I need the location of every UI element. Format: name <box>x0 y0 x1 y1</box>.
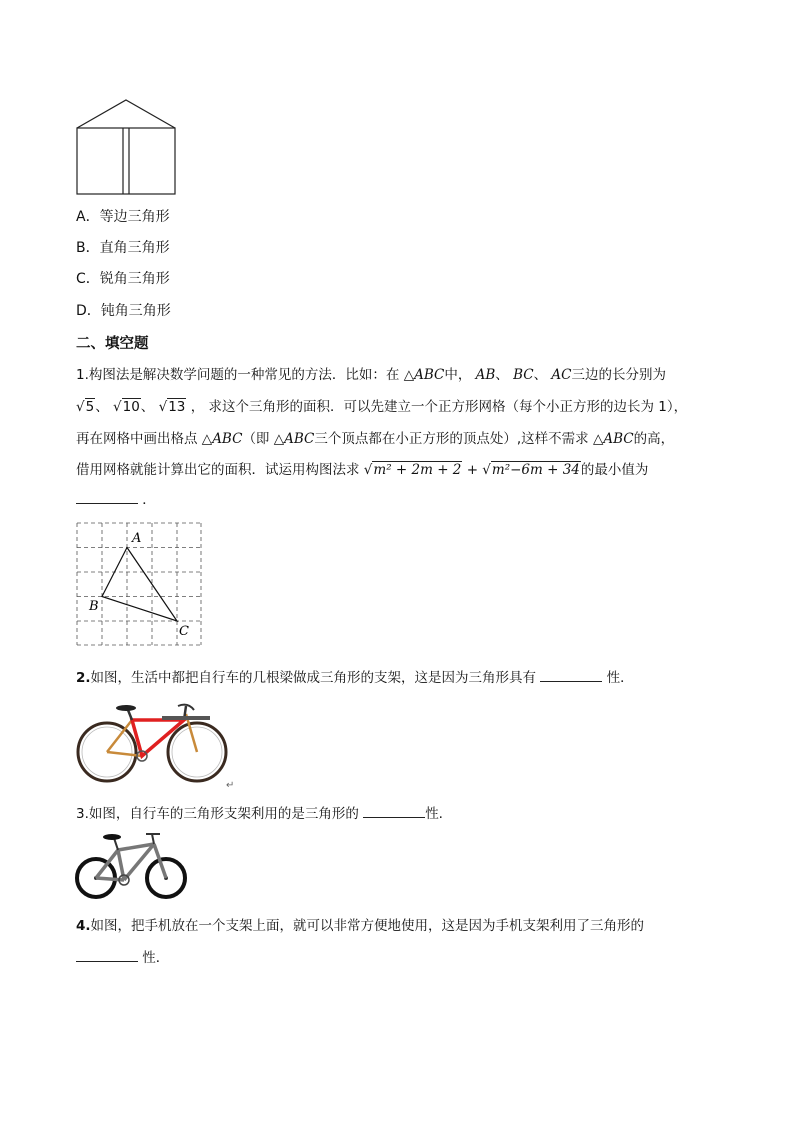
q1-line2 <box>76 395 687 415</box>
book-figure <box>74 98 180 198</box>
q2-line <box>76 666 634 686</box>
label-a: A <box>132 531 142 546</box>
q1-text4b: 的最小值为 <box>580 462 649 478</box>
bicycle-image-red <box>74 692 234 792</box>
answer-blank-q1[interactable] <box>76 491 138 504</box>
sqrt-expr1: √m² + 2m + 2 <box>363 462 462 478</box>
option-d: D．钝角三角形 <box>76 303 171 319</box>
q1-line1 <box>76 363 666 383</box>
q3-line <box>76 802 443 822</box>
triangle-abc <box>102 548 177 622</box>
tri-symbol: △ <box>592 431 604 447</box>
sqrt-13: √13 <box>158 399 186 415</box>
q1-number: 1. <box>76 367 89 383</box>
answer-blank-q4[interactable] <box>76 949 138 962</box>
grid-figure <box>76 522 206 648</box>
sqrt-10: √10 <box>113 399 140 415</box>
q3-number: 3. <box>76 806 89 822</box>
q1-text3c: 三个顶点都在小正方形的顶点处）,这样不需求 <box>314 431 589 447</box>
math-abc: ABC <box>603 431 634 447</box>
q1-text3b: （即 <box>242 431 270 447</box>
plus-sign: + <box>466 462 478 478</box>
q1-zhong: 中， <box>444 367 472 383</box>
option-b: B．直角三角形 <box>76 240 170 256</box>
q4-tail: 性． <box>142 950 170 966</box>
label-b: B <box>89 599 99 614</box>
math-ac: AC <box>551 367 572 383</box>
return-mark: ↵ <box>226 780 234 791</box>
q4-number: 4. <box>76 918 91 934</box>
sep: 、 <box>533 367 548 383</box>
section-title: 二、填空题 <box>76 336 149 352</box>
q2-tail: 性． <box>606 670 634 686</box>
tri-symbol: △ <box>273 431 285 447</box>
q4-line1 <box>76 914 644 934</box>
q4-line2 <box>76 946 169 966</box>
answer-blank-q3[interactable] <box>363 805 425 818</box>
tri-symbol: △ <box>201 431 213 447</box>
option-c: C．锐角三角形 <box>76 271 170 287</box>
q3-tail: 性. <box>425 806 443 822</box>
sep: 、 <box>95 399 109 415</box>
sep: 、 <box>140 399 155 415</box>
q1-text1: 构图法是解决数学问题的一种常见的方法．比如：在 <box>88 367 400 383</box>
q2-number: 2. <box>76 670 91 686</box>
q4-text: 如图，把手机放在一个支架上面，就可以非常方便地使用，这是因为手机支架利用了三角形的 <box>90 918 645 934</box>
q1-text4a: 借用网格就能计算出它的面积．试运用构图法求 <box>76 462 360 478</box>
math-ab: AB <box>475 367 496 383</box>
q1-line3 <box>76 427 674 447</box>
tri-symbol: △ <box>403 367 415 383</box>
label-c: C <box>179 624 189 639</box>
q2-text: 如图，生活中都把自行车的几根梁做成三角形的支架，这是因为三角形具有 <box>90 670 537 686</box>
sqrt-expr2: √m²−6m + 34 <box>482 462 580 478</box>
sep: 、 <box>495 367 509 383</box>
q1-text3a: 再在网格中画出格点 <box>76 431 198 447</box>
option-a: A．等边三角形 <box>76 209 170 225</box>
q1-text2: ， 求这个三角形的面积．可以先建立一个正方形网格（每个小正方形的边长为 1）， <box>190 399 688 415</box>
answer-blank-q2[interactable] <box>540 669 602 682</box>
q1-tail: ． <box>142 492 156 508</box>
math-abc: ABC <box>212 431 243 447</box>
bicycle-image-mountain <box>74 830 190 902</box>
q1-answer-line <box>76 488 156 508</box>
q3-text: 如图，自行车的三角形支架利用的是三角形的 <box>88 806 359 822</box>
math-abc: ABC <box>414 367 445 383</box>
q1-line4 <box>76 458 648 478</box>
q1-line1-end: 三边的长分别为 <box>571 367 666 383</box>
q1-text3d: 的高， <box>633 431 675 447</box>
math-bc: BC <box>513 367 534 383</box>
sqrt-5: √5 <box>76 399 95 415</box>
math-abc: ABC <box>284 431 315 447</box>
